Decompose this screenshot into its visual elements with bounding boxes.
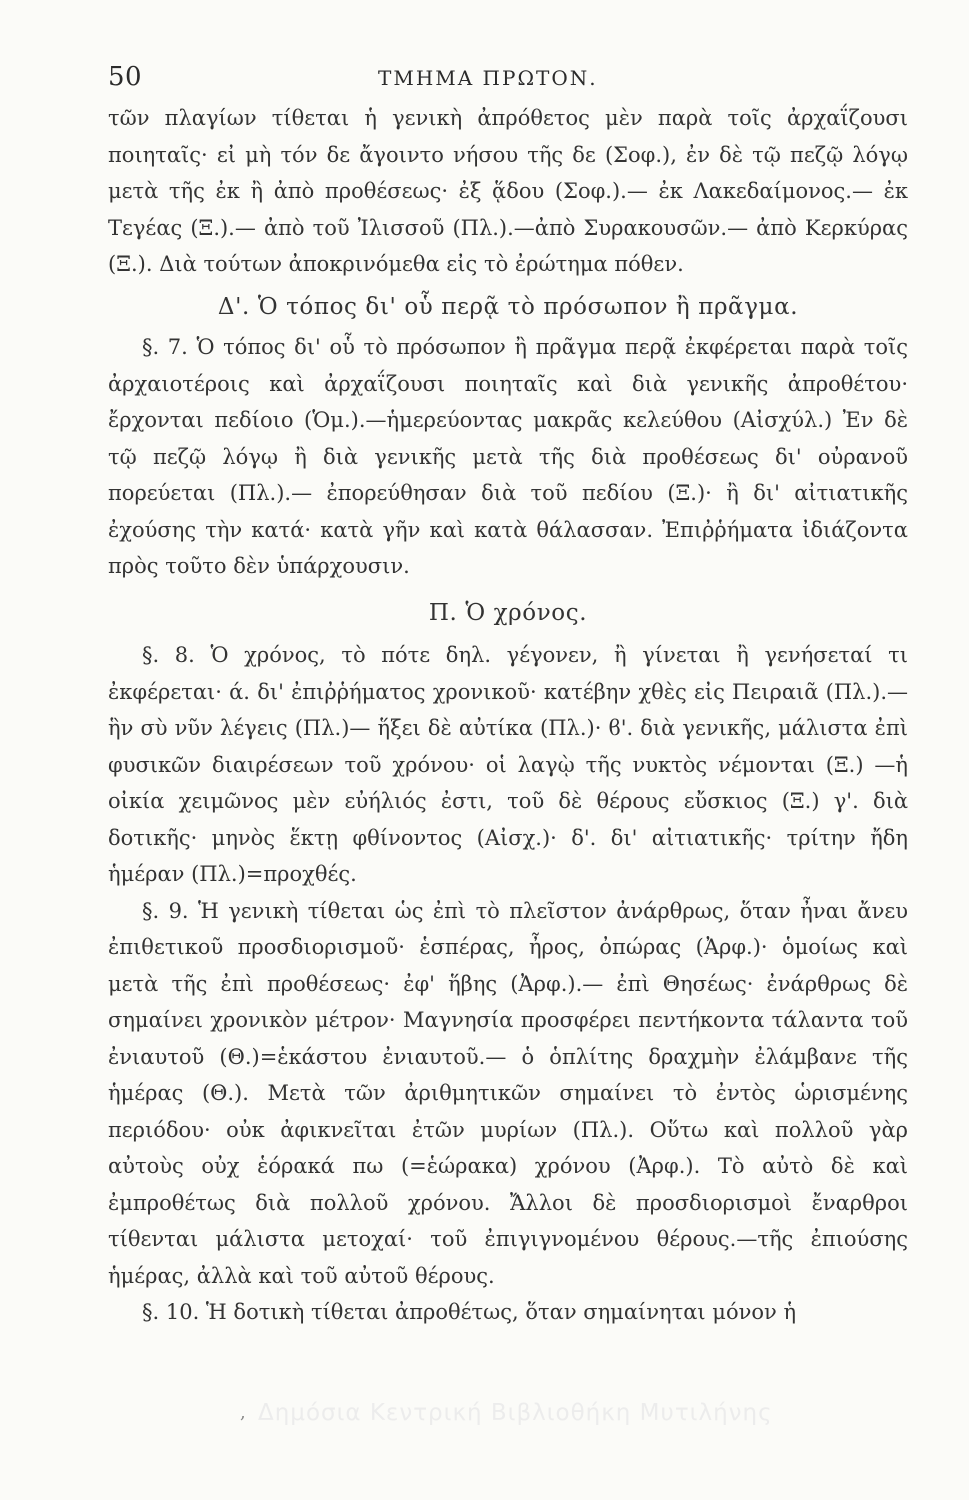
paragraph-section-8: §. 8. Ὁ χρόνος, τὸ πότε δηλ. γέγονεν, ἢ γίνεται ἢ γενήσεταί τι ἐκφέρεται· ά. δι' ἐπιῤῥήματος χρονικοῦ· κατέβην χθὲς εἰς Πειραιᾶ (Πλ.).— ἣν σὺ νῦν λέγεις (Πλ.)— ἥξει δὲ αὐτίκα (Πλ.)· ϐ'. διὰ γενικῆς, μάλιστα ἐπὶ φυσικῶν διαιρέσεων τοῦ χρόνου· οἱ λαγῲ τῆς νυκτὸς νέμονται (Ξ.) —ἡ οἰκία χειμῶνος μὲν εὐήλιός ἐστι, τοῦ δὲ θέρους εὔσκιος (Ξ.) γ'. διὰ δοτικῆς· μηνὸς ἕκτῃ φθίνοντος (Αἰσχ.)· δ'. δι' αἰτιατικῆς· τρίτην ἤδη ἡμέραν (Πλ.)=προχθές. [108, 643, 908, 886]
page-header [108, 62, 908, 98]
section-heading-chronos: Π. Ὁ χρόνος. [428, 599, 588, 626]
section-heading-delta: Δ'. Ὁ τόπος δι' οὗ περᾷ τὸ πρόσωπον ἢ πρᾶγμα. [217, 293, 799, 320]
paragraph-section-7: §. 7. Ὁ τόπος δι' οὗ τὸ πρόσωπον ἢ πρᾶγμα περᾷ ἐκφέρεται παρὰ τοῖς ἀρχαιοτέροις καὶ ἀρχαΐζουσι ποιηταῖς καὶ διὰ γενικῆς ἀπροθέτου· ἔρχονται πεδίοιο (Ὁμ.).—ἡμερεύοντας μακρᾶς κελεύθου (Αἰσχύλ.) Ἐν δὲ τῷ πεζῷ λόγῳ ἢ διὰ γενικῆς μετὰ τῆς διὰ προθέσεως δι' οὐρανοῦ πορεύεται (Πλ.).— ἐπορεύθησαν διὰ τοῦ πεδίου (Ξ.)· ἢ δι' αἰτιατικῆς ἐχούσης τὴν κατά· κατὰ γῆν καὶ κατὰ θάλασσαν. Ἐπιῤῥήματα ἰδιάζοντα πρὸς τοῦτο δὲν ὑπάρχουσιν. [108, 335, 908, 578]
running-title: ΤΜΗΜΑ ΠΡΩΤΟΝ. [378, 66, 598, 90]
library-watermark: Δημόσια Κεντρική Βιβλιοθήκη Μυτιλήνης [258, 1400, 773, 1426]
page-body [108, 100, 908, 1331]
paragraph-section-10: §. 10. Ἡ δοτικὴ τίθεται ἀπροθέτως, ὅταν σημαίνηται μόνον ἡ [142, 1300, 797, 1324]
paragraph-continuation: τῶν πλαγίων τίθεται ἡ γενικὴ ἀπρόθετος μὲν παρὰ τοῖς ἀρχαΐζουσι ποιηταῖς· εἰ μὴ τόν δε ἄγοιντο νήσου τῆς δε (Σοφ.), ἐν δὲ τῷ πεζῷ λόγῳ μετὰ τῆς ἐκ ἢ ἀπὸ προθέσεως· ἐξ ᾅδου (Σοφ.).— ἐκ Λακεδαίμονος.— ἐκ Τεγέας (Ξ.).— ἀπὸ τοῦ Ἰλισσοῦ (Πλ.).—ἀπὸ Συρακουσῶν.— ἀπὸ Κερκύρας (Ξ.). Διὰ τούτων ἀποκρινόμεθα εἰς τὸ ἐρώτημα πόθεν. [108, 106, 908, 276]
stray-mark: , [240, 1402, 246, 1423]
paragraph-section-9: §. 9. Ἡ γενικὴ τίθεται ὡς ἐπὶ τὸ πλεῖστον ἀνάρθρως, ὅταν ἦναι ἄνευ ἐπιθετικοῦ προσδιορισμοῦ· ἑσπέρας, ἦρος, ὀπώρας (Ἀρφ.)· ὁμοίως καὶ μετὰ τῆς ἐπὶ προθέσεως· ἐφ' ἥβης (Ἀρφ.).— ἐπὶ Θησέως· ἐνάρθρως δὲ σημαίνει χρονικὸν μέτρον· Μαγνησία προσφέρει πεντήκοντα τάλαντα τοῦ ἐνιαυτοῦ (Θ.)=ἑκάστου ἐνιαυτοῦ.— ὁ ὁπλίτης δραχμὴν ἐλάμβανε τῆς ἡμέρας (Θ.). Μετὰ τῶν ἀριθμητικῶν σημαίνει τὸ ἐντὸς ὡρισμένης περιόδου· οὐκ ἀφικνεῖται ἐτῶν μυρίων (Πλ.). Οὕτω καὶ πολλοῦ γὰρ αὐτοὺς οὐχ ἑόρακά πω (=ἑώρακα) χρόνου (Ἀρφ.). Τὸ αὐτὸ δὲ καὶ ἐμπροθέτως διὰ πολλοῦ χρόνου. Ἄλλοι δὲ προσδιορισμοὶ ἔναρθροι τίθενται μάλιστα μετοχαί· τοῦ ἐπιγιγνομένου θέρους.—τῆς ἐπιούσης ἡμέρας, ἀλλὰ καὶ τοῦ αὐτοῦ θέρους. [108, 898, 908, 1288]
page-number: 50 [108, 62, 143, 92]
